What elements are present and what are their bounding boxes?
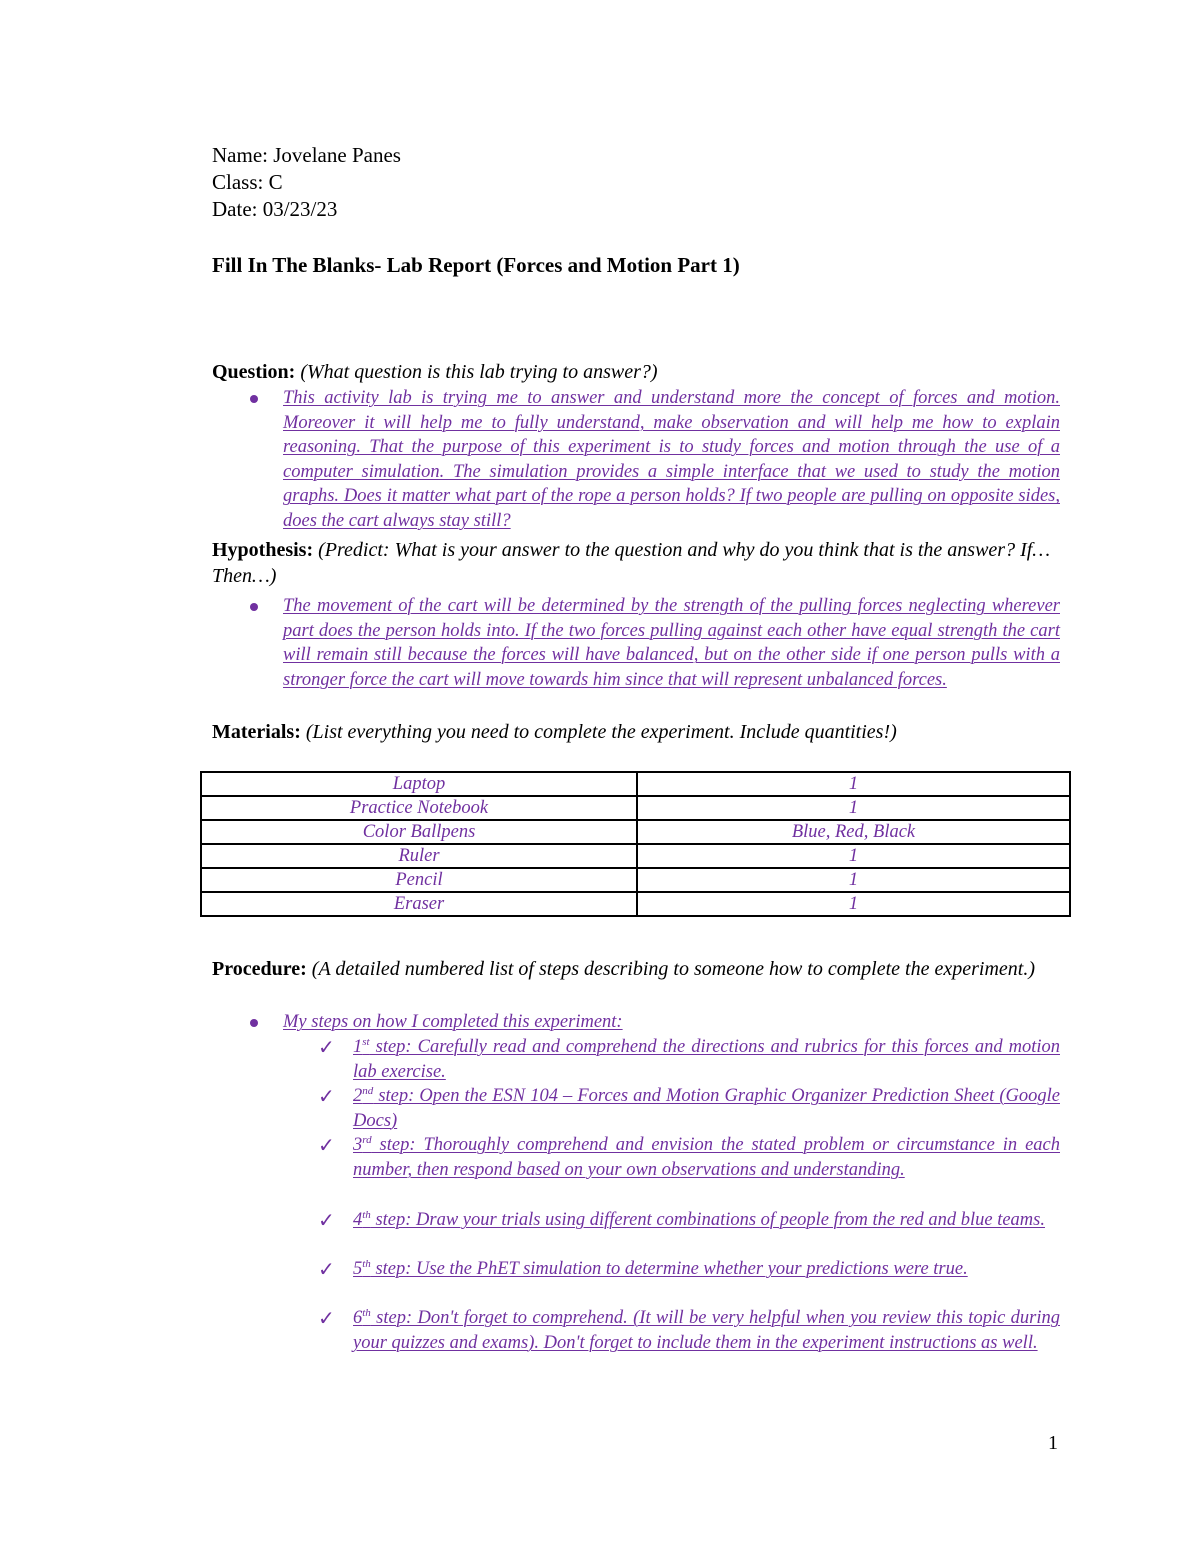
- check-mark-icon: ✓: [318, 1084, 335, 1108]
- procedure-heading: [212, 956, 1060, 982]
- hypothesis-answer: The movement of the cart will be determined by the strength of the pulling forces neglecting wherever part does the person holds into. If the two forces pulling against each other have equal strength the cart will remain still because the forces will have balanced, but on the other side if one person pulls with a stronger force the cart will move towards him since that will represent unbalanced forces.: [283, 596, 1060, 690]
- table-row: [201, 868, 1070, 892]
- procedure-step: 3rd step: Thoroughly comprehend and envision the stated problem or circumstance in each number, then respond based on your own observations and understanding.: [353, 1133, 1060, 1180]
- check-mark-icon: ✓: [318, 1208, 335, 1232]
- report-title: Fill In The Blanks- Lab Report (Forces and Motion Part 1): [212, 253, 740, 277]
- check-mark-icon: ✓: [318, 1035, 335, 1059]
- page-number: 1: [1048, 1432, 1058, 1454]
- procedure-step: 4th step: Draw your trials using different combinations of people from the red and blue teams.: [353, 1208, 1045, 1230]
- hypothesis-label: Hypothesis:: [212, 539, 314, 561]
- material-item: Laptop: [201, 772, 637, 796]
- student-class: Class: C: [212, 170, 283, 194]
- hypothesis-heading: [212, 537, 1060, 589]
- material-quantity: 1: [637, 868, 1070, 892]
- material-quantity: 1: [637, 796, 1070, 820]
- bullet-icon: [250, 395, 258, 403]
- question-prompt: (What question is this lab trying to answer?): [300, 361, 658, 383]
- procedure-label: Procedure:: [212, 958, 307, 980]
- student-name: Name: Jovelane Panes: [212, 143, 401, 167]
- material-item: Pencil: [201, 868, 637, 892]
- check-mark-icon: ✓: [318, 1257, 335, 1281]
- materials-label: Materials:: [212, 721, 301, 743]
- report-date: Date: 03/23/23: [212, 197, 338, 221]
- material-item: Color Ballpens: [201, 820, 637, 844]
- table-row: [201, 844, 1070, 868]
- table-row: [201, 892, 1070, 916]
- materials-heading: [212, 719, 1060, 745]
- table-row: [201, 796, 1070, 820]
- bullet-icon: [250, 603, 258, 611]
- question-answer: This activity lab is trying me to answer and understand more the concept of forces and motion. Moreover it will help me to fully understand, make observation and will help me how to explain reasoning. That the purpose of this experiment is to study forces and motion through the use of a computer simulation. The simulation provides a simple interface that we used to study the motion graphs. Does it matter what part of the rope a person holds? If two people are pulling on opposite sides, does the cart always stay still?: [283, 388, 1060, 531]
- procedure-step: 1st step: Carefully read and comprehend the directions and rubrics for this forces and motion lab exercise.: [353, 1035, 1060, 1082]
- check-mark-icon: ✓: [318, 1306, 335, 1330]
- hypothesis-prompt: (Predict: What is your answer to the question and why do you think that is the answer? If…Then…): [212, 539, 1051, 587]
- material-item: Eraser: [201, 892, 637, 916]
- procedure-step: 6th step: Don't forget to comprehend. (It will be very helpful when you review this topic during your quizzes and exams). Don't forget to include them in the experiment instructions as well.: [353, 1306, 1060, 1353]
- question-label: Question:: [212, 361, 296, 383]
- procedure-step: 2nd step: Open the ESN 104 – Forces and Motion Graphic Organizer Prediction Sheet (Google Docs): [353, 1084, 1060, 1131]
- materials-prompt: (List everything you need to complete the experiment. Include quantities!): [305, 721, 897, 743]
- materials-table: [200, 771, 1071, 917]
- material-quantity: Blue, Red, Black: [637, 820, 1070, 844]
- procedure-step: 5th step: Use the PhET simulation to determine whether your predictions were true.: [353, 1257, 968, 1279]
- material-item: Practice Notebook: [201, 796, 637, 820]
- procedure-prompt: (A detailed numbered list of steps describing to someone how to complete the experiment.): [311, 958, 1035, 980]
- procedure-intro: My steps on how I completed this experiment:: [283, 1012, 623, 1032]
- material-quantity: 1: [637, 892, 1070, 916]
- material-quantity: 1: [637, 772, 1070, 796]
- question-heading: [212, 359, 1060, 385]
- material-quantity: 1: [637, 844, 1070, 868]
- material-item: Ruler: [201, 844, 637, 868]
- table-row: [201, 772, 1070, 796]
- bullet-icon: [250, 1019, 258, 1027]
- check-mark-icon: ✓: [318, 1133, 335, 1157]
- table-row: [201, 820, 1070, 844]
